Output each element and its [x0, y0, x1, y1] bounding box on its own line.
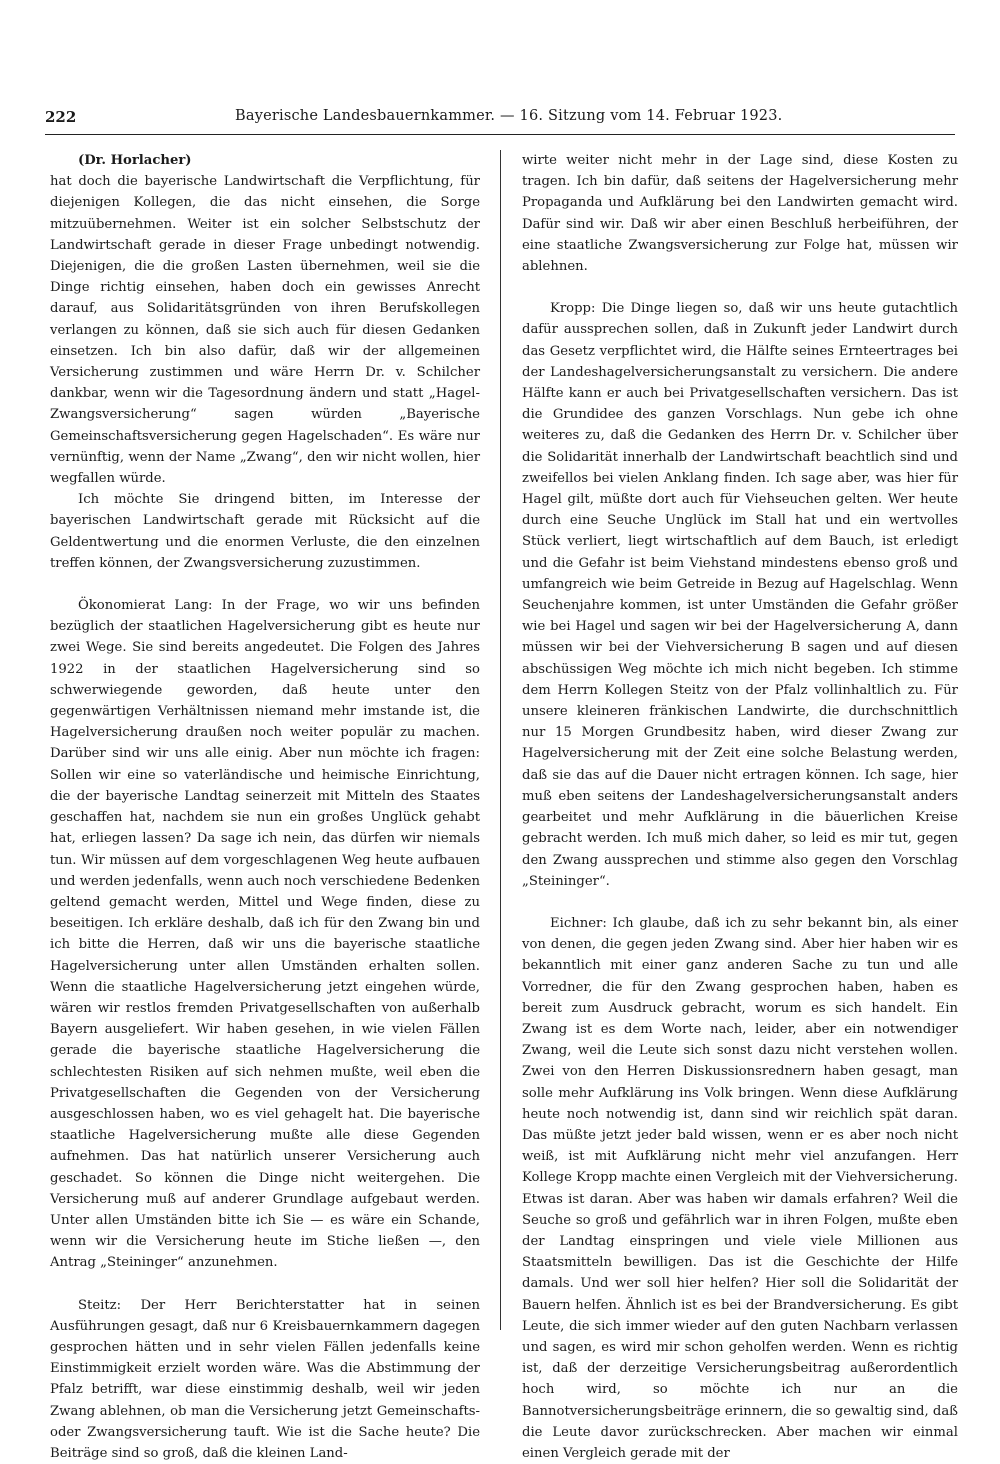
- speaker-reference: (Dr. Horlacher): [78, 153, 192, 168]
- paragraph: hat doch die bayerische Landwirtschaft die Verpflichtung, für diejenigen Kollegen, die das nicht einsehen, die Sorge mitzuübernehmen. Weiter ist ein solcher Selbstschutz der Landwirtschaft gerade in dieser Frage unbedingt notwendig. Diejenigen, die die großen Lasten übernehmen, weil sie die Dinge richtig einsehen, haben doch ein gewisses Anrecht darauf, aus Solidaritätsgründen von ihren Berufskollegen verlangen zu können, daß sie sich auch für diesen Gedanken einsetzen. Ich bin also dafür, daß wir der allgemeinen Versicherung zustimmen und wäre Herrn Dr. v. Schilcher dankbar, wenn wir die Tagesordnung ändern und statt „Hagel-Zwangsversicherung“ sagen würden „Bayerische Gemeinschaftsversicherung gegen Hagelschaden“. Es wäre nur vernünftig, wenn der Name „Zwang“, den wir nicht wollen, hier wegfallen würde.: [50, 174, 480, 487]
- paragraph-speech-steitz: Steitz: Der Herr Berichterstatter hat in seinen Ausführungen gesagt, daß nur 6 Kreisbauernkammern dagegen gesprochen hätten und in sehr vielen Fällen jedenfalls keine Einstimmigkeit erzielt worden wäre. Was die Abstimmung der Pfalz betrifft, war diese einstimmig deshalb, weil wir jeden Zwang ablehnen, ob man die Versicherung jetzt Gemeinschafts- oder Zwangsversicherung tauft. Wie ist die Sache heute? Die Beiträge sind so groß, daß die kleinen Land-: [50, 1297, 480, 1461]
- paragraph-speech-lang: Ökonomierat Lang: In der Frage, wo wir uns befinden bezüglich der staatlichen Hagelversicherung gibt es heute nur zwei Wege. Sie sind bereits angedeutet. Die Folgen des Jahres 1922 in der staatlichen Hagelversicherung sind so schwerwiegende geworden, daß heute unter den gegenwärtigen Verhältnissen niemand mehr imstande ist, die Hagelversicherung draußen noch weiter populär zu machen. Darüber sind wir uns alle einig. Aber nun möchte ich fragen: Sollen wir eine so vaterländische und heimische Einrichtung, die der bayerische Landtag seinerzeit mit Mitteln des Staates geschaffen hat, nachdem sie nun ein großes Unglück gehabt hat, erliegen lassen? Da sage ich nein, das dürfen wir niemals tun. Wir müssen auf dem vorgeschlagenen Weg heute aufbauen und werden jedenfalls, wenn auch noch verschiedene Bedenken geltend gemacht werden, Mittel und Wege finden, diese zu beseitigen. Ich erkläre deshalb, daß ich für den Zwang bin und ich bitte die Herren, daß wir uns die bayerische staatliche Hagelversicherung unter allen Umständen erhalten sollen. Wenn die staatliche Hagelversicherung jetzt eingehen würde, wären wir restlos fremden Privatgesellschaften von außerhalb Bayern ausgeliefert. Wir haben gesehen, in wie vielen Fällen gerade die bayerische staatliche Hagelversicherung die schlechtesten Risiken auf sich nehmen mußte, weil eben die Privatgesellschaften die Gegenden von der Versicherung ausgeschlossen haben, wo es viel gehagelt hat. Die bayerische staatliche Hagelversicherung mußte alle diese Gegenden aufnehmen. Das hat natürlich unserer Versicherung auch geschadet. So können die Dinge nicht weitergehen. Die Versicherung muß auf anderer Grundlage aufgebaut werden. Unter allen Umständen bitte ich Sie — es wäre ein Schande, wenn wir die Versicherung heute im Stiche ließen —, den Antrag „Steininger“ anzunehmen.: [50, 598, 480, 1271]
- paragraph: Ich möchte Sie dringend bitten, im Interesse der bayerischen Landwirtschaft gerade mit Rücksicht auf die Geldentwertung und die enormen Verluste, die den einzelnen treffen können, der Zwangsversicherung zuzustimmen.: [50, 492, 480, 571]
- page-number: 222: [45, 108, 77, 126]
- right-column: [522, 150, 958, 1464]
- page-header: [45, 108, 955, 135]
- paragraph-speech-eichner: Eichner: Ich glaube, daß ich zu sehr bekannt bin, als einer von denen, die gegen jeden Zwang sind. Aber hier haben wir es bekanntlich mit einer ganz anderen Sache zu tun und alle Vorredner, die für den Zwang gesprochen haben, haben es bereit zum Ausdruck gebracht, worum es sich handelt. Ein Zwang ist es dem Worte nach, leider, aber ein notwendiger Zwang, weil die Leute sich sonst dazu nicht verstehen wollen. Zwei von den Herren Diskussionsrednern haben gesagt, man solle mehr Aufklärung ins Volk bringen. Wenn diese Aufklärung heute noch notwendig ist, dann sind wir reichlich spät daran. Das müßte jetzt jeder bald wissen, wenn er es aber noch nicht weiß, ist mit Aufklärung nicht mehr viel anzufangen. Herr Kollege Kropp machte einen Vergleich mit der Viehversicherung. Etwas ist daran. Aber was haben wir damals erfahren? Weil die Seuche so groß und gefährlich war in ihren Folgen, mußte eben der Landtag einspringen und viele viele Millionen aus Staatsmitteln bewilligen. Das ist die Geschichte der Hilfe damals. Und wer soll hier helfen? Hier soll die Solidarität der Bauern helfen. Ähnlich ist es bei der Brandversicherung. Es gibt Leute, die sich immer wieder auf den guten Nachbarn verlassen und sagen, es wird mir schon geholfen werden. Wenn es richtig ist, daß der derzeitige Versicherungsbeitrag außerordentlich hoch wird, so möchte ich nur an die Bannotversicherungsbeiträge erinnern, die so gewaltig sind, daß die Leute davor zurückschrecken. Aber machen wir einmal einen Vergleich gerade mit der: [522, 915, 958, 1461]
- paragraph-speech-kropp: Kropp: Die Dinge liegen so, daß wir uns heute gutachtlich dafür aussprechen sollen, daß in Zukunft jeder Landwirt durch das Gesetz verpflichtet wird, die Hälfte seines Ernteertrages bei der Landeshagelversicherungsanstalt zu versichern. Die andere Hälfte kann er auch bei Privatgesellschaften versichern. Das ist die Grundidee des ganzen Vorschlags. Nun gebe ich ohne weiteres zu, daß die Gedanken des Herrn Dr. v. Schilcher über die Solidarität innerhalb der Landwirtschaft beachtlich sind und zweifellos bei vielen Anklang finden. Ich sage aber, was hier für Hagel gilt, müßte dort auch für Viehseuchen gelten. Wer heute durch eine Seuche Unglück im Stall hat und ein wertvolles Stück verliert, liegt wirtschaftlich auf dem Bauch, ist erledigt und die Gefahr ist beim Viehstand mindestens ebenso groß und umfangreich wie beim Getreide in Bezug auf Hagelschlag. Wenn Seuchenjahre kommen, ist unter Umständen die Gefahr größer wie bei Hagel und sagen wir bei der Hagelversicherung A, dann müssen wir bei der Viehversicherung B sagen und auf diesen abschüssigen Weg möchte ich mich nicht begeben. Ich stimme dem Herrn Kollegen Steitz von der Pfalz vollinhaltlich zu. Für unsere kleineren fränkischen Landwirte, die durchschnittlich nur 15 Morgen Grundbesitz haben, wird dieser Zwang zur Hagelversicherung mit der Zeit eine solche Belastung werden, daß sie das auf die Dauer nicht ertragen können. Ich sage, hier muß eben seitens der Landeshagelversicherungsanstalt anders gearbeitet und mehr Aufklärung in die bäuerlichen Kreise gebracht werden. Ich muß mich daher, so leid es mir tut, gegen den Zwang aussprechen und stimme also gegen den Vorschlag „Steininger“.: [522, 301, 958, 889]
- running-title: Bayerische Landesbauernkammer. — 16. Sitzung vom 14. Februar 1923.: [235, 108, 783, 124]
- left-column: [50, 150, 480, 1464]
- paragraph: wirte weiter nicht mehr in der Lage sind, diese Kosten zu tragen. Ich bin dafür, daß seitens der Hagelversicherung mehr Propaganda und Aufklärung bei den Landwirten gemacht wird. Dafür sind wir. Daß wir aber einen Beschluß herbeiführen, der eine staatliche Zwangsversicherung zur Folge hat, müssen wir ablehnen.: [522, 153, 958, 275]
- column-divider: [500, 150, 501, 1330]
